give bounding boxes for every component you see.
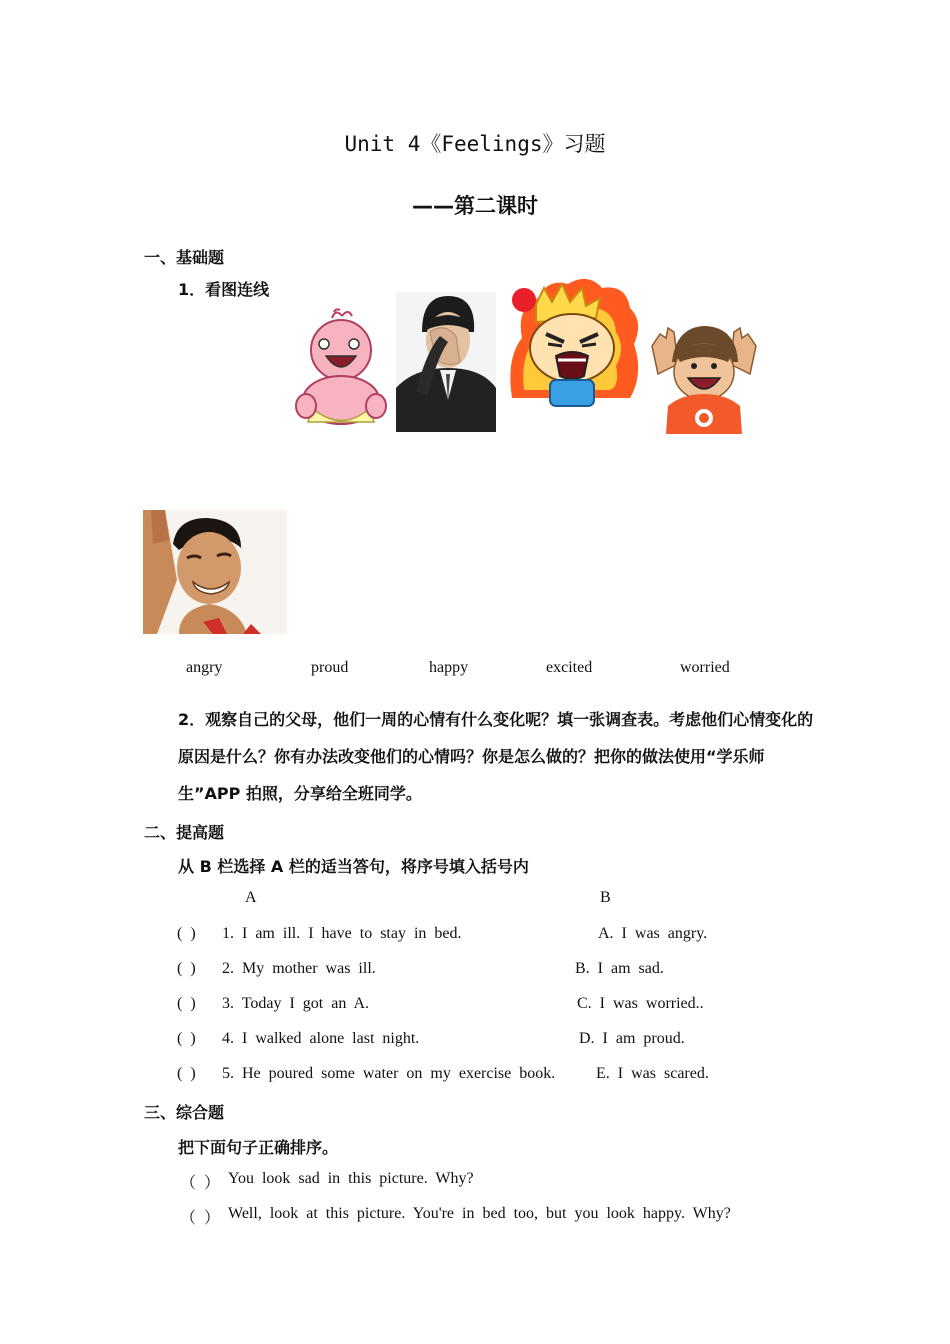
word-happy: happy [429, 659, 469, 676]
answer-blank[interactable]: ( ) [177, 995, 196, 1012]
column-b-sentence: E. I was scared. [596, 1065, 709, 1082]
section-1-heading: 一、基础题 [144, 248, 225, 267]
order-sentence: Well, look at this picture. You're in bed too, but you look happy. Why? [228, 1205, 731, 1222]
column-b-header: B [600, 889, 611, 906]
column-a-sentence: 1. I am ill. I have to stay in bed. [222, 925, 462, 942]
question-2-text: 2．观察自己的父母，他们一周的心情有什么变化呢？填一张调查表。考虑他们心情变化的原因是什么？你有办法改变他们的心情吗？你是怎么做的？把你的做法使用“学乐师生”APP 拍照，分享给全班同学。 [178, 710, 814, 803]
column-a-sentence: 3. Today I got an A. [222, 995, 370, 1012]
answer-blank[interactable]: ( ) [177, 1065, 196, 1082]
column-a-sentence: 4. I walked alone last night. [222, 1030, 420, 1047]
word-proud: proud [311, 659, 349, 676]
column-b-sentence: C. I was worried.. [577, 995, 704, 1012]
word-excited: excited [546, 659, 593, 676]
order-blank[interactable]: （ ） [180, 1175, 221, 1192]
section-2-heading: 二、提高题 [144, 823, 225, 842]
section-2-instruction: 从 B 栏选择 A 栏的适当答句，将序号填入括号内 [178, 857, 529, 876]
page-title: Unit 4《Feelings》习题 [344, 132, 606, 156]
column-a-header: A [245, 889, 257, 906]
worried-man-picture [396, 292, 496, 432]
order-blank[interactable]: （ ） [180, 1210, 221, 1227]
answer-blank[interactable]: ( ) [177, 1030, 196, 1047]
proud-athlete-picture [143, 510, 287, 634]
column-b-sentence: A. I was angry. [598, 925, 708, 942]
answer-blank[interactable]: ( ) [177, 925, 196, 942]
laughing-baby-picture [294, 308, 388, 430]
column-a-sentence: 5. He poured some water on my exercise book. [222, 1065, 556, 1082]
happy-cartoon-picture [648, 322, 760, 434]
answer-blank[interactable]: ( ) [177, 960, 196, 977]
column-b-sentence: B. I am sad. [575, 960, 664, 977]
angry-cartoon-picture [506, 278, 640, 410]
page-subtitle: ——第二课时 [412, 194, 538, 218]
question-1-label: 1．看图连线 [178, 280, 270, 299]
section-3-instruction: 把下面句子正确排序。 [178, 1138, 339, 1157]
column-a-sentence: 2. My mother was ill. [222, 960, 376, 977]
order-sentence: You look sad in this picture. Why? [228, 1170, 474, 1187]
column-b-sentence: D. I am proud. [579, 1030, 685, 1047]
word-angry: angry [186, 659, 223, 676]
word-worried: worried [680, 659, 730, 676]
section-3-heading: 三、综合题 [144, 1103, 225, 1122]
